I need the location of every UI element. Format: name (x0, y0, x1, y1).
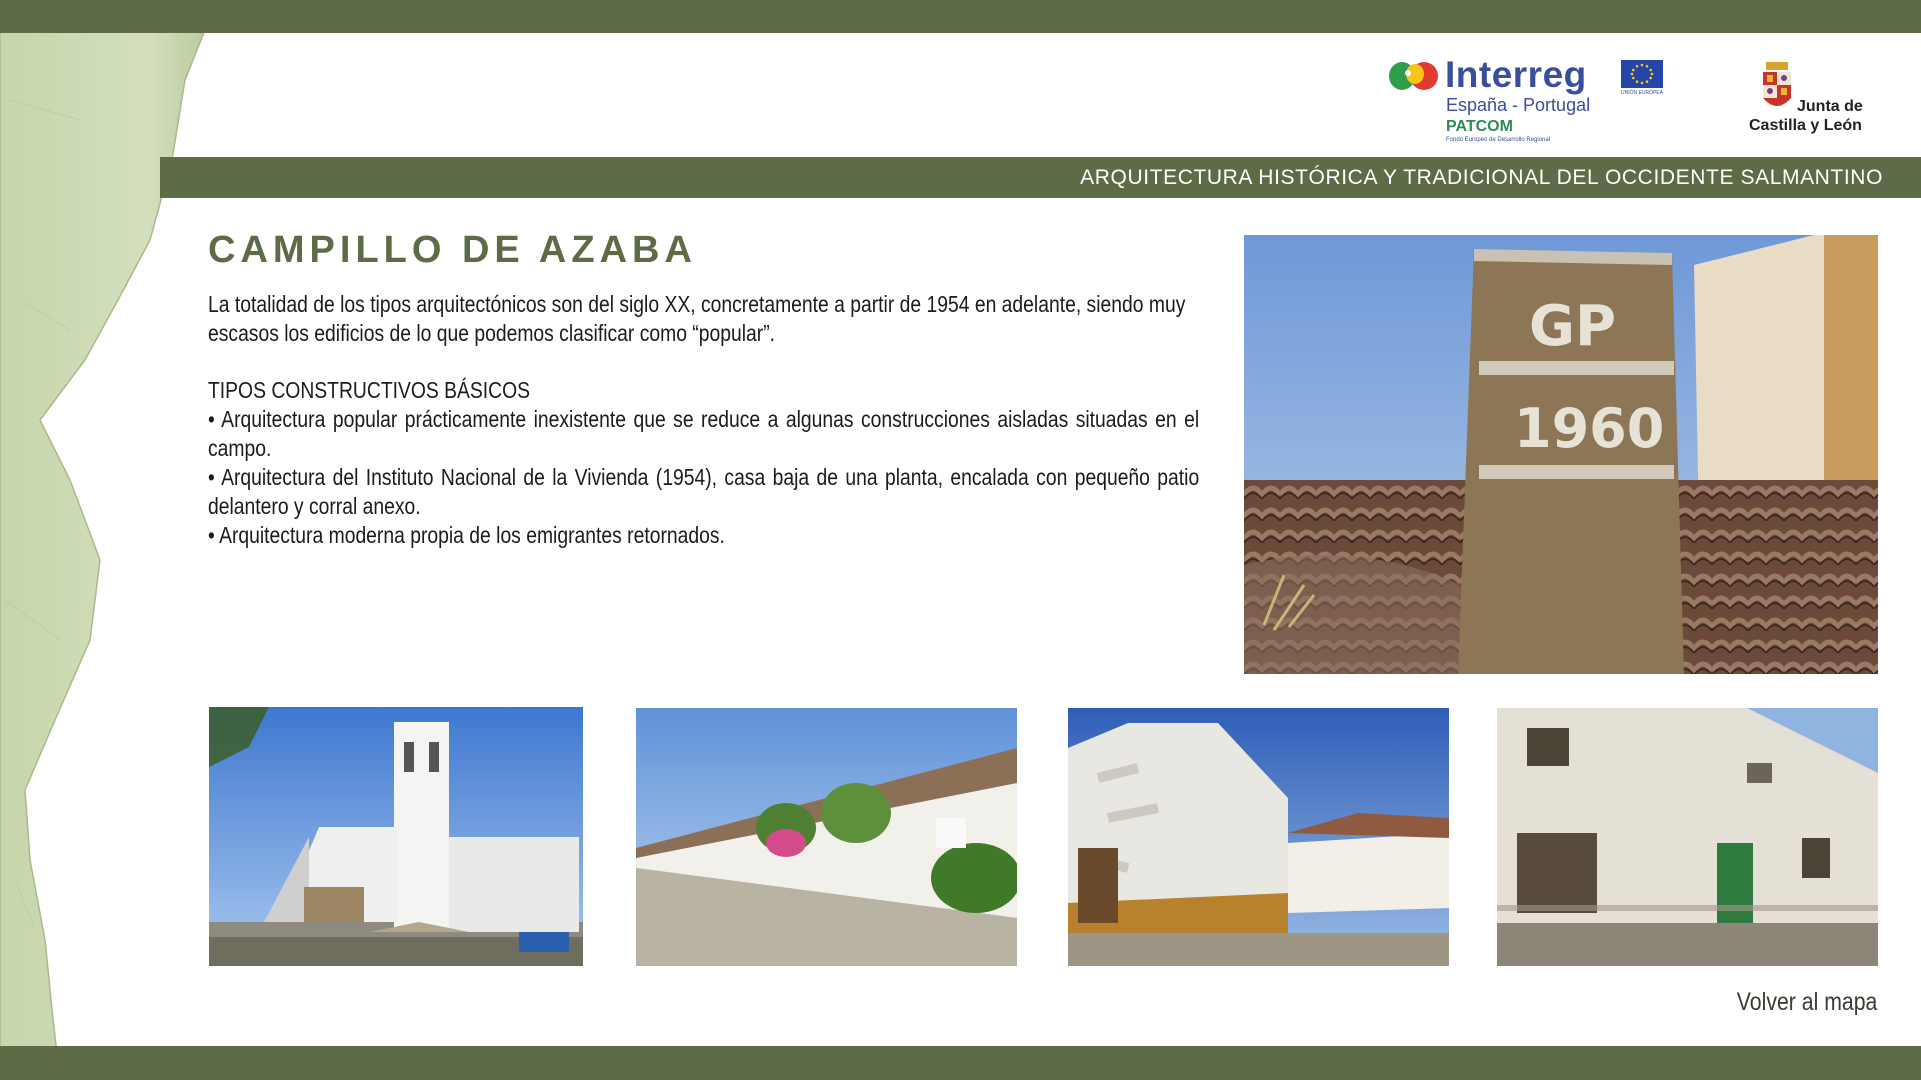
top-bar (0, 0, 1921, 33)
interreg-wordmark: Interreg (1445, 54, 1587, 95)
interreg-logo-icon (1388, 60, 1440, 92)
building-type-item: • Arquitectura popular prácticamente inexistente que se reduce a algunas construcciones aisladas situadas en el campo. (208, 406, 1200, 461)
building-types-heading: TIPOS CONSTRUCTIVOS BÁSICOS (208, 377, 531, 403)
bottom-bar (0, 1046, 1921, 1080)
intro-paragraph: La totalidad de los tipos arquitectónicos son del siglo XX, concretamente a partir de 1954 en adelante, siendo muy escasos los edificios de lo que podemos clasificar como “popular”. (208, 291, 1186, 346)
main-photo-gp-marker (1244, 235, 1878, 674)
building-type-item: • Arquitectura moderna propia de los emigrantes retornados. (208, 522, 725, 548)
marker-inscription-top: GP (1529, 294, 1617, 359)
section-band-title: ARQUITECTURA HISTÓRICA Y TRADICIONAL DEL OCCIDENTE SALMANTINO (1080, 166, 1883, 189)
photo-green-door-facade (1497, 708, 1878, 966)
photo-white-houses (1068, 708, 1449, 966)
photo-church (209, 707, 583, 966)
castilla-leon-crest-icon (1760, 60, 1794, 116)
building-types-section (208, 376, 1199, 550)
building-type-item: • Arquitectura del Instituto Nacional de la Vivienda (1954), casa baja de una planta, encalada con pequeño patio delantero y corral anexo. (208, 464, 1200, 519)
junta-logo-line1: Junta de (1797, 98, 1863, 115)
junta-logo-line2: Castilla y León (1749, 117, 1862, 134)
marker-inscription-bottom: 1960 (1514, 397, 1665, 460)
feder-caption: Fondo Europeo de Desarrollo Regional (1446, 137, 1551, 143)
eu-flag-icon (1621, 60, 1663, 88)
patcom-label: PATCOM (1446, 118, 1513, 135)
photo-street-houses (636, 708, 1017, 966)
page-title: CAMPILLO DE AZABA (208, 229, 697, 271)
back-to-map-link[interactable]: Volver al mapa (1736, 988, 1877, 1016)
interreg-subtitle: España - Portugal (1446, 95, 1591, 115)
eu-caption: UNIÓN EUROPEA (1621, 90, 1663, 96)
